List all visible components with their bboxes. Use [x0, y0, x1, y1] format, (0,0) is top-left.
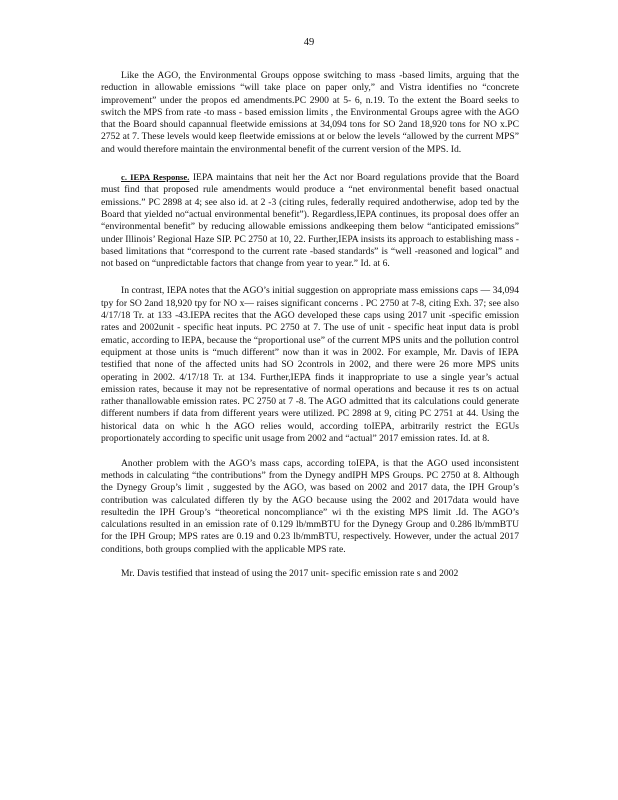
- section-heading-iepa-response: c. IEPA Response.: [121, 172, 190, 183]
- paragraph-another-problem: Another problem with the AGO’s mass caps, according toIEPA, is that the AGO used inconsistent methods in calculating “the contributions” from the Dynegy andIPH MPS Groups. PC 2750 at 8. Although the Dynegy Group’s limit , suggested by the AGO, was based on 2002 and 2017 data, the IPH Group’s contribution was calculated differen tly by the AGO because using the 2002 and 2017data would have resultedin the IPH Group’s “theoretical noncompliance” wi th the existing MPS limit .Id. The AGO’s calculations resulted in an emission rate of 0.129 lb/mmBTU for the Dynegy Group and 0.286 lb/mmBTU for the IPH Group; MPS rates are 0.19 and 0.23 lb/mmBTU, respectively. However, under the actual 2017 conditions, both groups complied with the applicable MPS rate.: [101, 457, 519, 555]
- page-number: 49: [303, 37, 315, 48]
- paragraph-mr-davis: Mr. Davis testified that instead of using the 2017 unit- specific emission rate s and 2002: [121, 568, 459, 580]
- paragraph-iepa-response-text: IEPA maintains that neit her the Act nor Board regulations provide that the Board must find that proposed rule amendments would produce a “net environmental benefit based onactual emissions.” PC 2898 at 4; see also id. at 2 -3 (citing rules, federally required andotherwise, adop ted by the Board that yielded no“actual environmental benefit”). Regardless,IEPA continues, its proposal does offer an “environmental benefit” by reducing allowable emissions andkeeping them below “anticipated emissions” under Illinois’ Regional Haze SIP. PC 2750 at 10, 22. Further,IEPA insists its approach to establishing mass - based limitations that “correspond to the current rate -based standards” is “well -reasoned and logical” and not based on “unpredictable factors that change from year to year.” Id. at 6.: [101, 172, 519, 270]
- document-body: [101, 70, 519, 593]
- paragraph-environmental-groups: Like the AGO, the Environmental Groups oppose switching to mass -based limits, arguing that the reduction in allowable emissions “will take place on paper only,” and Vistra identifies no “concrete improvement” under the propos ed amendments.PC 2900 at 5- 6, n.19. To the extent the Board seeks to switch the MPS from rate -to mass - based emission limits , the Environmental Groups agree with the AGO that the Board should capannual fleetwide emissions at 34,094 tons for SO 2and 18,920 tons for NO x.PC 2752 at 7. These levels would keep fleetwide emissions at or below the levels “allowed by the current MPS” and would therefore maintain the environmental benefit of the current version of the MPS. Id.: [101, 70, 519, 155]
- paragraph-iepa-response: [101, 171, 519, 270]
- paragraph-in-contrast: In contrast, IEPA notes that the AGO’s initial suggestion on appropriate mass emissions caps — 34,094 tpy for SO 2and 18,920 tpy for NO x— raises significant concerns . PC 2750 at 7-8, citing Exh. 37; see also 4/17/18 Tr. at 133 -43.IEPA recites that the AGO developed these caps using 2017 unit -specific emission rates and 2002unit - specific heat inputs. PC 2750 at 7. The use of unit - specific heat input data is probl ematic, according to IEPA, because the “proportional use” of the current MPS units and the pollution control equipment at those units is “much different” now than it was in 2002. For example, Mr. Davis of IEPA testified that none of the affected units had SO 2controls in 2002, and there were 26 more MPS units operating in 2002. 4/17/18 Tr. at 134. Further,IEPA finds it inappropriate to use a single year’s actual emission rates, because it may not be representative of normal operations and because it res ts on actual rather thanallowable emission rates. PC 2750 at 7 -8. The AGO admitted that its calculations could generate different numbers if data from different years were utilized. PC 2898 at 9, citing PC 2751 at 44. Using the historical data on whic h the AGO relies would, according toIEPA, arbitrarily restrict the EGUs proportionately according to specific unit usage from 2002 and “actual” 2017 emission rates. Id. at 8.: [101, 285, 519, 445]
